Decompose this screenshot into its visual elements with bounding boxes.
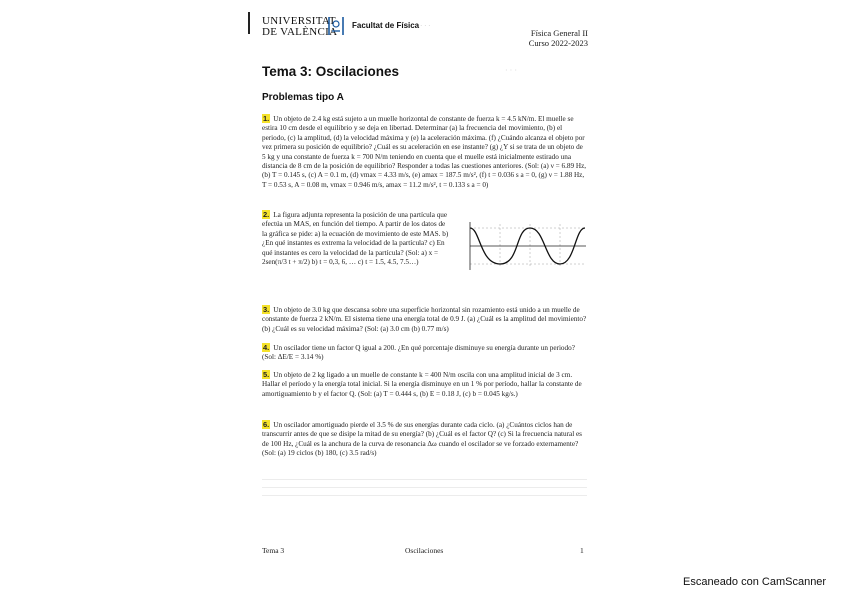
problem-text: Un oscilador amortiguado pierde el 3.5 % de sus energías durante cada ciclo. (a) ¿Cuántos ciclos han de transcurrir antes de que se disipe la mitad de su energía? (b) ¿Cuál es el factor Q? (c) Si la frecuencia natural es de 100 Hz, ¿Cuál es la anchura de la curva de resonancia Δω cuando el oscilador se ve forzado externamente? (Sol: (a) 19 ciclos (b) 180, (c) 3.5 rad/s) <box>262 421 582 458</box>
problem-4 <box>262 343 587 363</box>
scanner-watermark: Escaneado con CamScanner <box>683 576 827 588</box>
course-year: Curso 2022-2023 <box>528 38 588 48</box>
footer-center: Oscilaciones <box>405 546 444 555</box>
problem-number: 6. <box>263 420 270 429</box>
problem-text: Un objeto de 3.0 kg que descansa sobre una superficie horizontal sin rozamiento está unido a un muelle de constante de fuerza 2 kN/m. El sistema tiene una energía total de 0.9 J. (a) ¿Cuál es la amplitud del movimiento? (b) ¿Cuál es su velocidad máxima? (Sol: (a) 3.0 cm (b) 0.77 m/s) <box>262 306 587 333</box>
problem-text: Un objeto de 2 kg ligado a un muelle de constante k = 400 N/m oscila con una amplitud inicial de 3 cm. Hallar el período y la energía total inicial. Si la energía disminuye en un 1 % por período, hallar la constante de amortiguamiento b y el factor Q. (Sol: (a) T = 0.444 s, (b) E = 0.18 J, (c) b = 0.045 kg/s.) <box>262 371 582 398</box>
problem-5 <box>262 370 587 399</box>
problem-number: 3. <box>263 305 270 314</box>
page-number: 1 <box>580 546 584 555</box>
faculty-name: Facultat de Física <box>352 21 420 30</box>
section-title: Problemas tipo A <box>262 92 344 103</box>
problem-2 <box>262 210 452 267</box>
problem-number: 4. <box>263 343 270 352</box>
problem-text: Un oscilador tiene un factor Q igual a 200. ¿En qué porcentaje disminuye su energía durante un periodo? (Sol: ΔE/E = 3.14 %) <box>262 344 575 362</box>
ghost-text-2: · · · <box>505 66 517 75</box>
ghost-text: · · · <box>420 22 431 30</box>
header-rule <box>248 12 250 34</box>
university-line-1: UNIVERSITAT <box>262 15 336 27</box>
university-line-2: DE VALÈNCIA <box>262 26 338 38</box>
faded-line <box>262 479 587 480</box>
problem-6 <box>262 420 587 459</box>
problem-3 <box>262 305 587 334</box>
problem-number: 2. <box>263 210 270 219</box>
problem-text: La figura adjunta representa la posición de una partícula que efectúa un MAS, en función del tiempo. A partir de los datos de la gráfica se pide: a) la ecuación de movimiento de este MAS. b) ¿En qué instantes es extrema la velocidad de la partícula? c) En qué instantes es cero la velocidad de la partícula? (Sol: a) x = 2sen(π/3 t + π/2) b) t = 0,3, 6, … c) t = 1.5, 4.5, 7.5…) <box>262 211 449 267</box>
problem-text: Un objeto de 2.4 kg está sujeto a un muelle horizontal de constante de fuerza k = 4.5 kN/m. El muelle se estira 10 cm desde el equilibrio y se deja en libertad. Determinar (a) la frecuencia del movimiento, (b) el periodo, (c) la amplitud, (d) la velocidad máxima y (e) la aceleración máxima. (f) ¿Cuándo alcanza el objeto por vez primera su posición de equilibrio? ¿Cuál es su aceleración en ese instante? (g) ¿Y si se trata de un objeto de 5 kg y una constante de fuerza k = 700 N/m teniendo en cuenta que el muelle está inicialmente estirado una distancia de 8 cm de la posición de equilibrio? Responder a todas las cuestiones anteriores. (Sol: (a) ν = 6.89 Hz, (b) T = 0.145 s, (c) A = 0.1 m, (d) vmax = 4.33 m/s, (e) amax = 187.5 m/s², (f) t = 0.036 s a = 0, (g) ν = 1.88 Hz, T = 0.53 s, A = 0.08 m, vmax = 0.946 m/s, amax = 11.2 m/s², t = 0.133 s a = 0) <box>262 115 587 189</box>
faded-line <box>262 487 587 488</box>
course-info <box>500 28 588 48</box>
course-name: Física General II <box>530 28 588 38</box>
faded-line <box>262 495 587 496</box>
problem-1 <box>262 114 587 190</box>
sine-graph <box>460 220 590 272</box>
page-title: Tema 3: Oscilaciones <box>262 64 400 79</box>
university-logo-icon <box>327 15 345 37</box>
problem-number: 5. <box>263 370 270 379</box>
problem-number: 1. <box>263 114 270 123</box>
faded-text-lines <box>262 472 587 512</box>
footer-left: Tema 3 <box>262 546 285 555</box>
